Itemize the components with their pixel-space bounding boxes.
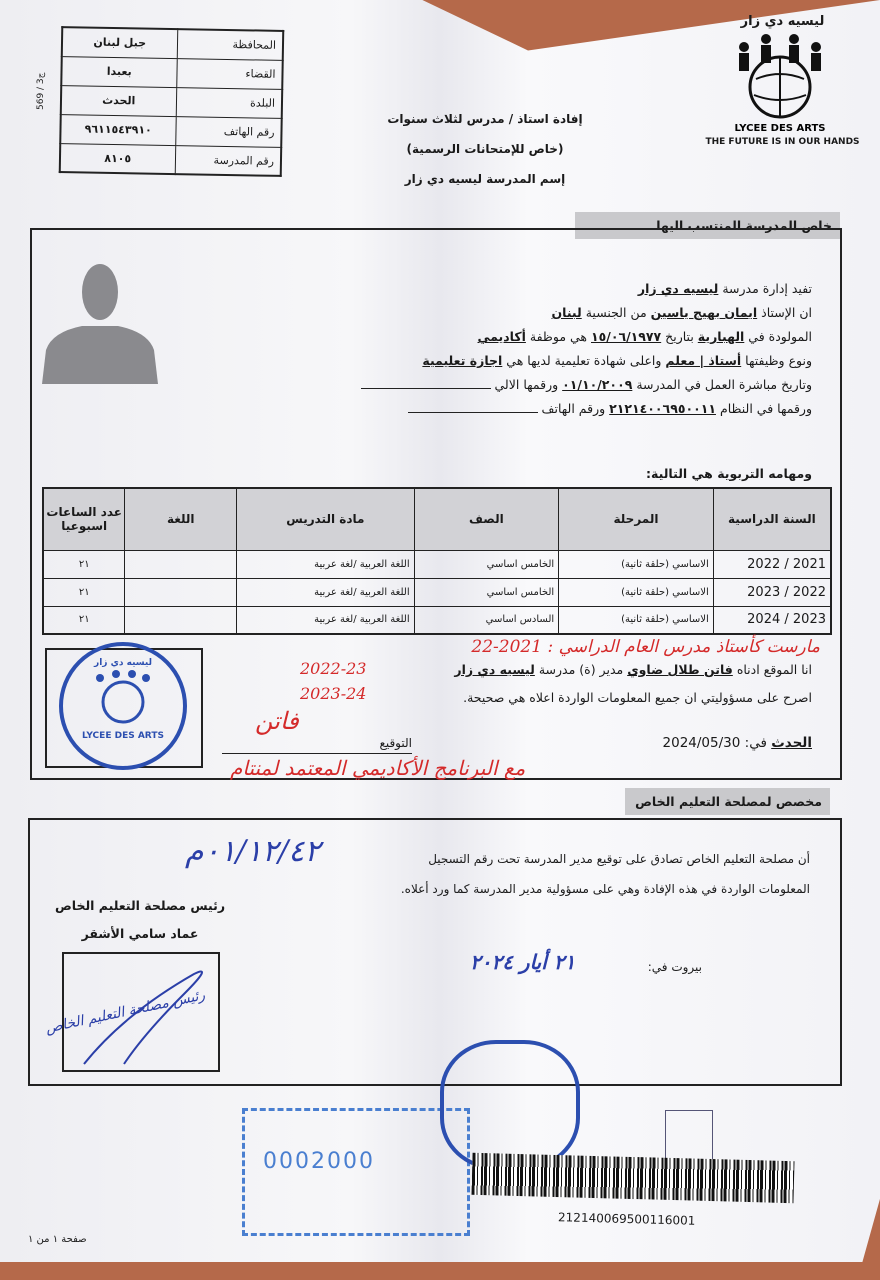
revenue-stamp: 0002000 xyxy=(242,1108,470,1236)
table-row: ٨١٠٥ رقم المدرسة xyxy=(60,143,281,176)
text-line-job: ونوع وظيفتها أستاذ | معلم واعلى شهادة تعليمية لديها هي اجازة تعليمية xyxy=(422,353,812,368)
handwritten-note-years: مارست كأستاذ مدرس العام الدراسي : 2021-22 xyxy=(471,637,820,657)
text-line-start: وتاريخ مباشرة العمل في المدرسة ٠١/١٠/٢٠٠٩ ورقمها الالي xyxy=(361,377,812,392)
head-stamp-text: رئيس مصلحة التعليم الخاص xyxy=(44,987,207,1037)
signature-line: التوقيع xyxy=(222,736,412,754)
director-signature: فاتن xyxy=(255,707,299,735)
text-line-school: تفيد إدارة مدرسة ليسيه دي زار xyxy=(637,281,812,296)
declaration-line2: اصرح على مسؤوليتي ان جميع المعلومات الواردة اعلاه هي صحيحة. xyxy=(463,690,812,705)
head-name: عماد سامي الأشقر xyxy=(81,926,199,941)
text-line-system: ورقمها في النظام ٢١٢١٤٠٠٦٩٥٠٠١١ ورقم الهاتف xyxy=(408,401,812,416)
duties-table xyxy=(42,487,832,635)
person-silhouette-icon xyxy=(42,258,158,384)
school-stamp-box xyxy=(45,648,203,768)
table-row: 2021 / 2022 الاساسي (حلقة ثانية) الخامس اساسي اللغة العربية /لغة عربية ٢١ xyxy=(43,550,831,578)
side-reference: 569 / ج3 xyxy=(36,72,46,110)
table-row: جبل لبنان المحافظة xyxy=(62,27,283,60)
school-name-line: إسم المدرسة ليسيه دي زار xyxy=(404,172,566,186)
doc-title: إفادة استاذ / مدرس لثلاث سنوات xyxy=(387,112,583,126)
school-info-table xyxy=(59,26,285,177)
ratification-line2: المعلومات الواردة في هذه الإفادة وهي على مسؤولية مدير المدرسة كما ورد أعلاه. xyxy=(400,882,810,896)
table-row: بعبدا القضاء xyxy=(61,56,282,89)
logo-globe-icon xyxy=(700,29,865,133)
duties-intro: ومهامه التربوية هي التالية: xyxy=(646,466,812,481)
handwritten-note-year2: 2022-23 xyxy=(300,659,367,678)
handwritten-note-program: مع البرنامج الأكاديمي المعتمد لمنتام xyxy=(230,756,526,780)
registration-number: ٠١/١٢/٤٢م xyxy=(185,834,321,869)
ministry-seal xyxy=(440,1040,580,1170)
seal-globe-icon xyxy=(88,668,158,728)
beirut-date-label: بيروت في: xyxy=(647,960,702,974)
declaration-date: الحدث في: 2024/05/30 xyxy=(662,735,812,751)
text-line-birth: المولودة في الهبارية بتاريخ ١٥/٠٦/١٩٧٧ هي موظفة أكاديمي xyxy=(477,329,812,344)
school-logo: ليسيه دي زار LYCEE DES ARTS THE FUTURE IS IN OUR HANDS xyxy=(700,14,865,154)
logo-motto: THE FUTURE IS IN OUR HANDS xyxy=(705,137,860,147)
page-footer: صفحة ١ من ١ xyxy=(28,1234,87,1245)
handwritten-note-year3: 2023-24 xyxy=(300,684,367,703)
head-signature-box xyxy=(44,952,220,1072)
table-row: 2023 / 2024 الاساسي (حلقة ثانية) السادس اساسي اللغة العربية /لغة عربية ٢١ xyxy=(43,606,831,634)
svg-text:LYCEE DES ARTS: LYCEE DES ARTS xyxy=(734,123,826,133)
barcode-number: 212140069500116001 xyxy=(557,1210,696,1228)
beirut-date: ٢١ أيار ٢٠٢٤ xyxy=(470,950,576,974)
table-row: 2022 / 2023 الاساسي (حلقة ثانية) الخامس اساسي اللغة العربية /لغة عربية ٢١ xyxy=(43,578,831,606)
photo-placeholder xyxy=(42,258,158,384)
section-header-private-education: مخصص لمصلحة التعليم الخاص xyxy=(625,788,830,815)
table-header-row: السنة الدراسية المرحلة الصف مادة التدريس اللغة عدد الساعات اسبوعيا xyxy=(43,488,831,550)
head-title: رئيس مصلحة التعليم الخاص xyxy=(54,898,226,913)
doc-subtitle: (خاص للإمتحانات الرسمية) xyxy=(406,142,564,156)
section-header-school: خاص المدرسة المنتسب اليها xyxy=(575,212,840,239)
table-row: ٩٦١١٥٤٣٩١٠ رقم الهاتف xyxy=(60,114,281,147)
barcode xyxy=(472,1153,795,1203)
text-line-teacher: ان الإستاذ ايمان بهيج ياسين من الجنسية لبنان xyxy=(551,305,812,320)
table-row: الحدث البلدة xyxy=(61,85,282,118)
declaration-line1: انا الموقع ادناه فاتن طلال ضاوي مدير (ة) مدرسة ليسيه دي زار xyxy=(454,662,812,677)
ratification-line1: أن مصلحة التعليم الخاص تصادق على توقيع مدير المدرسة تحت رقم التسجيل xyxy=(428,852,810,866)
school-seal: ليسيه دي زار LYCEE DES ARTS xyxy=(59,642,187,770)
